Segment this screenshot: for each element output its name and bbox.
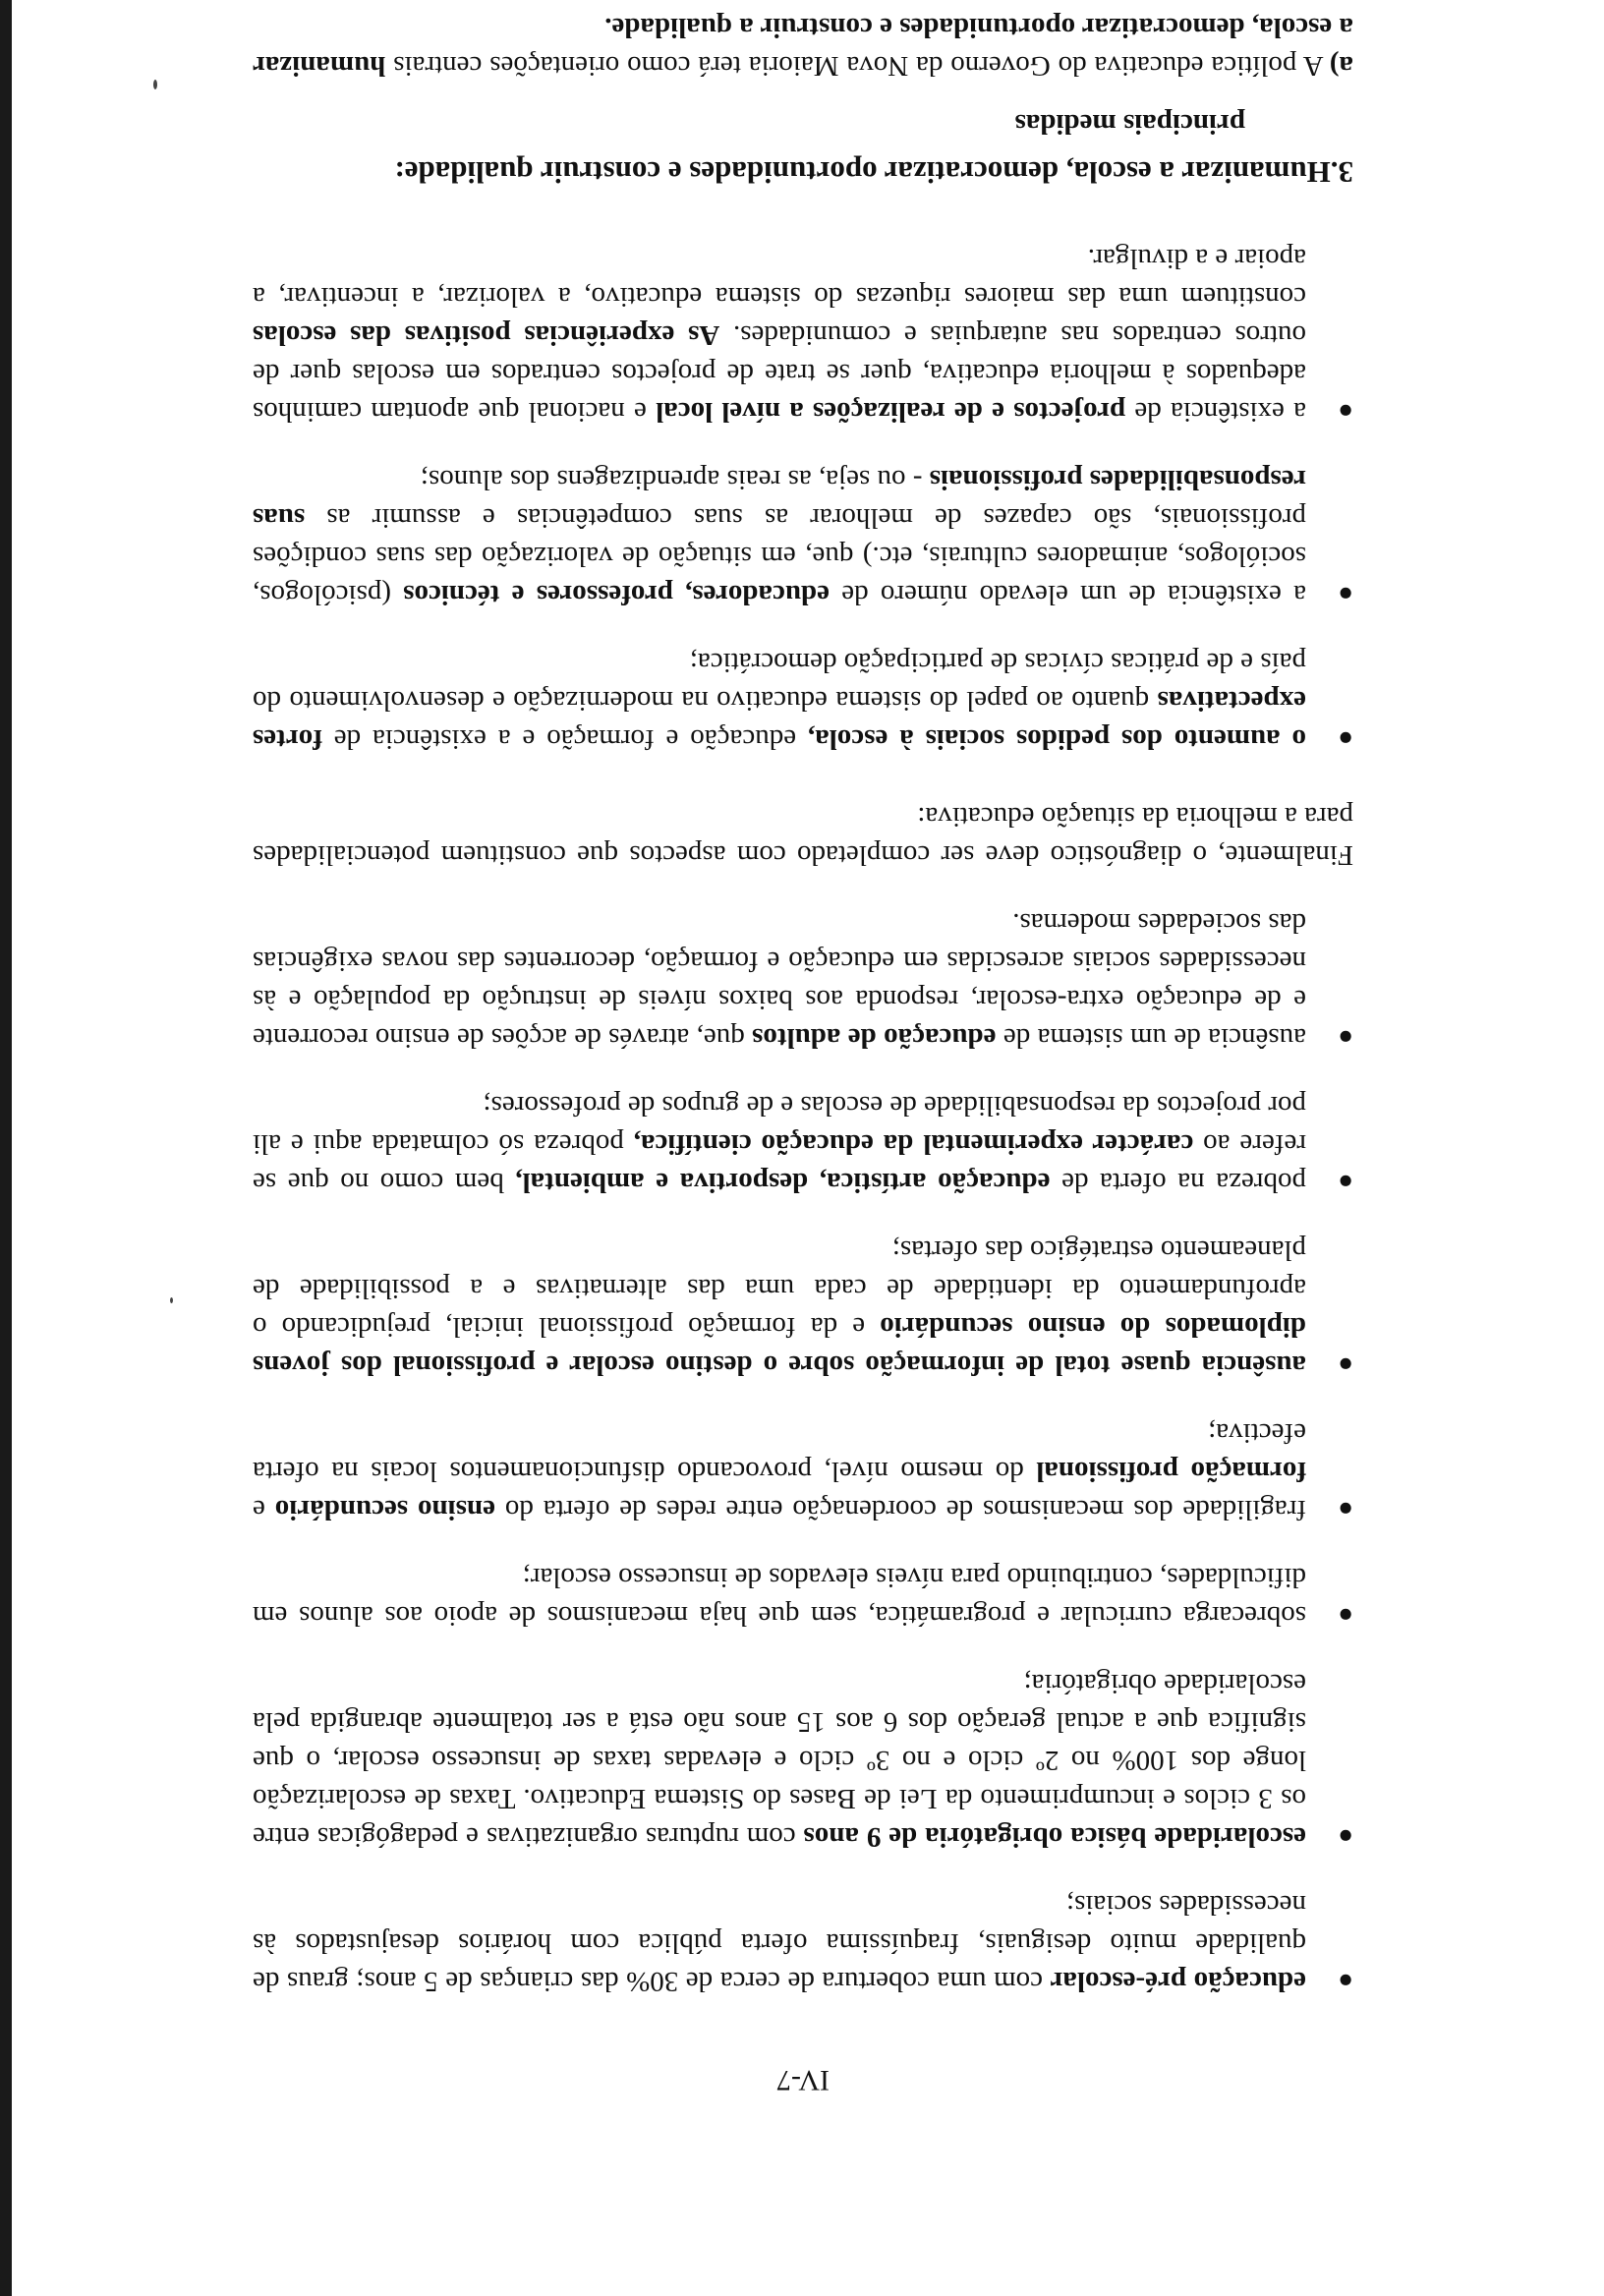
text: (psicólogos, sociólogos, animadores culturais, etc.) que, em situação de valorização das suas condições profissionais, são capazes de melhorar as suas competências e assumir as — [253, 502, 1306, 610]
bullet-icon: ● — [1338, 1601, 1353, 1630]
list-item — [253, 1558, 1353, 1635]
bold-text: ensino secundário — [274, 1494, 495, 1525]
text: que, através de acções de ensino recorrente e de educação extra-escolar, responda aos baixos níveis de instrução da população e às necessidades sociais acrescidas em educação e formação, decorrentes das novas exigências das sociedades modernas. — [253, 907, 1306, 1054]
list-item — [253, 643, 1353, 758]
text: com rupturas organizativas e pedagógicas entre os 3 ciclos e incumprimento da Lei de Bases do Sistema Educativo. Taxas de escolarização longe dos 100% no 2º ciclo e no 3º ciclo e elevadas taxas de insucesso escolar, o que significa que a actual geração dos 6 aos 15 anos não está a ser totalmente abrangida pela escolaridade obrigatória; — [253, 1668, 1306, 1853]
text: e da formação profissional inicial, prejudicando o aprofundamento da identidade de cada uma das alternativas e a possibilidade de planeamento estratégico das ofertas; — [253, 1234, 1306, 1343]
scan-speck — [170, 1297, 173, 1303]
text: constituem uma das maiores riquezas do sistema educativo, a valorizar, a incentivar, a apoiar e a divulgar. — [253, 243, 1306, 313]
policy-bold-text: humanizar a escola, democratizar oportunidades e construir a qualidade. — [253, 12, 1353, 82]
bold-text: As experiências positivas das escolas — [253, 319, 720, 351]
text: e — [253, 1494, 275, 1525]
policy-label: a) — [1329, 50, 1353, 82]
section-subheading: principais medidas — [1014, 108, 1245, 140]
deficiency-list — [253, 903, 1353, 2000]
list-item — [253, 239, 1353, 430]
bullet-icon: ● — [1338, 397, 1353, 426]
list-item — [253, 1664, 1353, 1856]
bullet-icon: ● — [1338, 1967, 1353, 1995]
list-item — [253, 460, 1353, 613]
text: a existência de um elevado número de — [829, 579, 1306, 610]
text: pobreza só colmatada aqui e ali por projectos da responsabilidade de escolas e de grupos de professores; — [253, 1090, 1306, 1160]
bold-text: fortes expectativas — [253, 685, 1306, 755]
text: fragilidade dos mecanismos de coordenação entre redes de oferta do — [494, 1494, 1306, 1525]
bold-text: educação pré-escolar — [1050, 1966, 1306, 1997]
text: do mesmo nível, provocando disfuncionamentos locais na oferta efectiva; — [252, 1417, 1306, 1487]
page-number: IV-7 — [776, 2064, 830, 2096]
text: - ou seja, as reais aprendizagens dos alunos; — [420, 464, 930, 495]
bold-text: escolaridade básica obrigatória de 9 anos — [803, 1821, 1306, 1853]
list-item — [253, 1231, 1353, 1384]
text: ausência de um sistema de — [996, 1022, 1306, 1054]
bullet-icon: ● — [1338, 1168, 1353, 1196]
list-item — [253, 1086, 1353, 1201]
text: bem como no que se refere ao — [252, 1128, 1306, 1198]
text: sobrecarga curricular e programática, sem que haja mecanismos de apoio aos alunos em dificuldades, contribuindo para níveis elevados de insucesso escolar; — [253, 1562, 1306, 1632]
scan-border — [0, 0, 12, 2296]
list-item — [253, 1885, 1353, 2000]
bold-text: formação profissional — [1036, 1456, 1306, 1487]
section-heading — [253, 152, 1353, 192]
document-body — [253, 8, 1353, 2099]
bullet-icon: ● — [1338, 580, 1353, 608]
bold-text: educadores, professores e técnicos — [403, 579, 830, 610]
policy-text: A política educativa do Governo da Nova Maioria terá como orientações centrais — [385, 50, 1330, 82]
text: pobreza na oferta de — [1050, 1167, 1306, 1198]
bold-text: carácter experimental da educação científica, — [633, 1128, 1194, 1160]
bold-text: educação de adultos — [752, 1022, 997, 1054]
bold-text: educação artística, desportiva e ambiental, — [515, 1167, 1051, 1198]
policy-paragraph — [253, 8, 1353, 85]
bold-text: o aumento dos pedidos sociais à escola, — [808, 723, 1306, 755]
list-item — [253, 903, 1353, 1057]
scan-speck — [153, 80, 157, 89]
bullet-icon: ● — [1338, 724, 1353, 753]
bullet-icon: ● — [1338, 1023, 1353, 1052]
text: educação e formação e a existência de — [321, 723, 808, 755]
bold-text: suas responsabilidades profissionais — [253, 464, 1306, 534]
bullet-icon: ● — [1338, 1495, 1353, 1523]
text: a existência de — [1125, 396, 1306, 428]
bullet-icon: ● — [1338, 1350, 1353, 1379]
bold-text: ausência quase total de informação sobre o destino escolar e profissional dos jovens diplomados do ensino secundário — [253, 1311, 1306, 1381]
list-item — [253, 1413, 1353, 1528]
section-title: 3.Humanizar a escola, democratizar oportunidades e construir qualidade: — [394, 155, 1353, 190]
text: com uma cobertura de cerca de 30% das crianças de 5 anos; graus de qualidade muito desiguais, fraquíssima oferta pública com horários desajustados às necessidades sociais; — [253, 1889, 1306, 1997]
text: e nacional que apontam caminhos adequados à melhoria educativa, quer se trate de projectos centrados em escolas quer de outros centrados nas autarquias e comunidades. — [252, 319, 1306, 428]
text: quanto ao papel do sistema educativo na modernização e desenvolvimento do país e de práticas cívicas de participação democrática; — [253, 647, 1306, 717]
bold-text: projectos e de realizações a nível local — [656, 396, 1126, 428]
potentialities-list — [253, 239, 1353, 758]
paragraph-finalmente: Finalmente, o diagnóstico deve ser completado com aspectos que constituem potencialidades para a melhoria da situação educativa: — [253, 801, 1353, 871]
bullet-icon: ● — [1338, 1822, 1353, 1851]
